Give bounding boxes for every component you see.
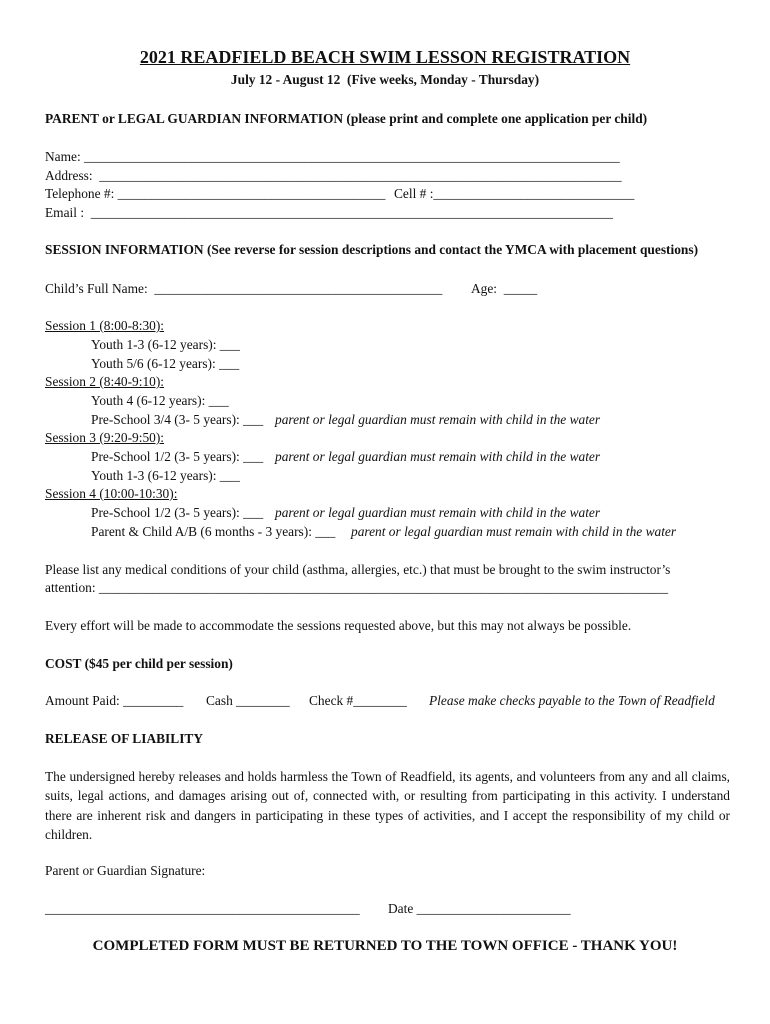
- session-1-title: Session 1 (8:00-8:30):: [45, 318, 165, 333]
- session-2-youth-4-option[interactable]: Youth 4 (6-12 years): ___: [91, 393, 229, 408]
- cell-field[interactable]: Cell # :______________________________: [394, 186, 635, 201]
- name-field[interactable]: Name: ________________________________________________________________________________: [45, 149, 620, 164]
- cost-heading: COST ($45 per child per session): [45, 656, 233, 671]
- form-title: 2021 READFIELD BEACH SWIM LESSON REGISTRATION: [139, 47, 631, 67]
- medical-conditions-prompt: Please list any medical conditions of your child (asthma, allergies, etc.) that must be brought to the swim instructor’s: [45, 562, 671, 577]
- check-number-field[interactable]: Check #________: [309, 693, 407, 708]
- cash-field[interactable]: Cash ________: [206, 693, 290, 708]
- session-2-title: Session 2 (8:40-9:10):: [45, 374, 165, 389]
- liability-heading: RELEASE OF LIABILITY: [45, 731, 204, 746]
- telephone-field[interactable]: Telephone #: ________________________________________: [45, 186, 386, 201]
- signature-label: Parent or Guardian Signature:: [45, 863, 206, 878]
- return-form-notice: COMPLETED FORM MUST BE RETURNED TO THE TOWN OFFICE - THANK YOU!: [92, 938, 678, 954]
- accommodate-notice: Every effort will be made to accommodate the sessions requested above, but this may not always be possible.: [45, 618, 632, 633]
- session-4-parent-note: parent or legal guardian must remain with child in the water: [275, 505, 601, 520]
- signature-field[interactable]: _______________________________________________: [45, 901, 360, 916]
- session-3-preschool-1-2-option[interactable]: Pre-School 1/2 (3- 5 years): ___: [91, 449, 264, 464]
- session-1-youth-5-6-option[interactable]: Youth 5/6 (6-12 years): ___: [91, 356, 240, 371]
- session-4-parent-child-option[interactable]: Parent & Child A/B (6 months - 3 years): ___: [91, 524, 336, 539]
- email-field[interactable]: Email : ______________________________________________________________________________: [45, 205, 613, 220]
- amount-paid-field[interactable]: Amount Paid: _________: [45, 693, 184, 708]
- form-subtitle: July 12 - August 12 (Five weeks, Monday - Thursday): [230, 72, 540, 87]
- address-field[interactable]: Address: ______________________________________________________________________________: [45, 168, 622, 183]
- age-field[interactable]: Age: _____: [471, 281, 538, 296]
- session-4-preschool-1-2-option[interactable]: Pre-School 1/2 (3- 5 years): ___: [91, 505, 264, 520]
- session-2-preschool-3-4-option[interactable]: Pre-School 3/4 (3- 5 years): ___: [91, 412, 264, 427]
- medical-conditions-field[interactable]: attention: _____________________________________________________________________________________: [45, 580, 669, 595]
- parent-info-heading: PARENT or LEGAL GUARDIAN INFORMATION (please print and complete one application per child): [45, 111, 648, 126]
- session-4-title: Session 4 (10:00-10:30):: [45, 486, 178, 501]
- checks-payable-note: Please make checks payable to the Town of Readfield: [429, 693, 715, 708]
- session-3-youth-1-3-option[interactable]: Youth 1-3 (6-12 years): ___: [91, 468, 240, 483]
- date-field[interactable]: Date _______________________: [388, 901, 571, 916]
- session-1-youth-1-3-option[interactable]: Youth 1-3 (6-12 years): ___: [91, 337, 240, 352]
- session-info-heading: SESSION INFORMATION (See reverse for session descriptions and contact the YMCA with placement questions): [45, 242, 699, 257]
- session-4-parent-child-note: parent or legal guardian must remain with child in the water: [351, 524, 677, 539]
- session-3-title: Session 3 (9:20-9:50):: [45, 430, 165, 445]
- child-name-field[interactable]: Child’s Full Name: ___________________________________________: [45, 281, 443, 296]
- liability-text: The undersigned hereby releases and holds harmless the Town of Readfield, its agents, and volunteers from any and all claims, suits, legal actions, and damages arising out of, connected with, or resulting from participating in this activity. I understand there are inherent risk and dangers in participating in these types of activities, and I accept the responsibility of my child or children.: [45, 769, 730, 842]
- session-2-parent-note: parent or legal guardian must remain with child in the water: [275, 412, 601, 427]
- session-3-parent-note: parent or legal guardian must remain with child in the water: [275, 449, 601, 464]
